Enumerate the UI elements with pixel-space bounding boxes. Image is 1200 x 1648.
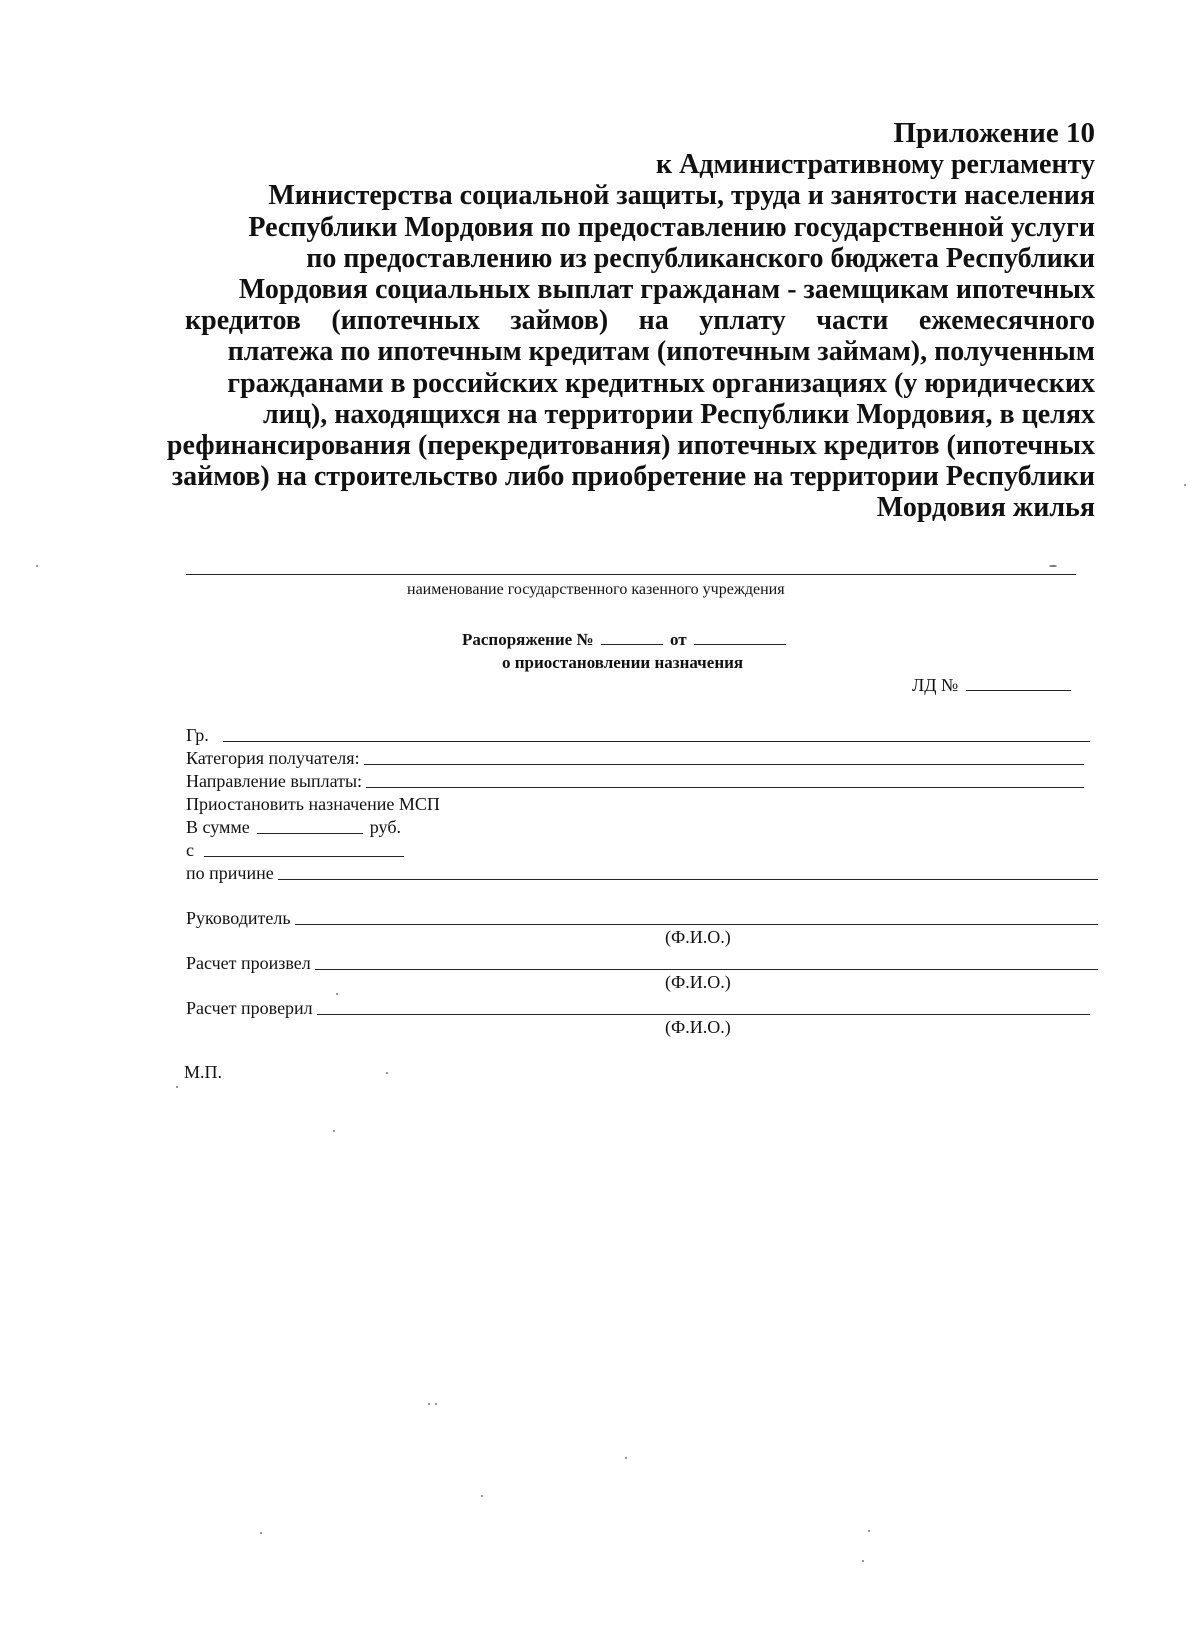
header-line-12: Мордовия жилья [876,492,1095,524]
header-line-1: к Административному регламенту [655,149,1095,181]
recipient-name-row [186,722,1090,746]
from-date-field[interactable] [204,856,404,857]
payment-direction-row [186,768,1084,792]
header-line-5: Мордовия социальных выплат гражданам - заемщикам ипотечных [238,274,1095,306]
appendix-header [150,118,1095,524]
header-line-8: гражданами в российских кредитных организациях (у юридических [227,367,1095,399]
scan-speck [862,1560,864,1562]
sum-unit: руб. [369,817,401,837]
institution-caption: наименование государственного казенного учреждения [407,581,785,598]
calculated-by-label: Расчет произвел [186,953,311,973]
suspend-label: Приостановить назначение МСП [186,794,440,814]
reason-row [186,860,1098,884]
checked-by-field[interactable] [317,1014,1090,1015]
payment-direction-field[interactable] [366,787,1084,788]
order-number-blank[interactable] [601,644,663,645]
header-line-2: Министерства социальной защиты, труда и занятости населения [268,180,1095,212]
payment-direction-label: Направление выплаты: [186,771,363,791]
ld-number [912,675,1074,696]
head-signature-row [186,905,1098,929]
scan-speck [386,1072,388,1074]
ld-number-blank[interactable] [966,690,1071,691]
header-line-10: рефинансирования (перекредитования) ипотечных кредитов (ипотечных [166,430,1095,462]
sum-label: В сумме [186,817,250,837]
recipient-category-label: Категория получателя: [186,748,360,768]
head-fio-caption: (Ф.И.О.) [665,927,731,947]
scan-speck [336,993,338,995]
stamp-place-label: М.П. [184,1062,223,1082]
scan-speck [36,565,38,567]
reason-label: по причине [186,863,274,883]
head-signature-field[interactable] [295,924,1098,925]
calculated-by-row [186,950,1098,974]
header-line-7: платежа по ипотечным кредитам (ипотечным займам), полученным [227,336,1095,368]
scan-speck [333,1130,335,1132]
recipient-category-row [186,745,1084,769]
checked-by-fio-caption: (Ф.И.О.) [665,1017,731,1037]
header-line-6: кредитов (ипотечных займов) на уплату части ежемесячного [185,305,1095,337]
scan-speck [625,1457,627,1459]
scan-speck [868,1530,870,1532]
calculated-by-field[interactable] [315,969,1098,970]
calculated-by-fio-caption: (Ф.И.О.) [665,972,731,992]
scan-speck [1184,484,1186,486]
scan-speck [481,1495,483,1497]
scan-speck [435,1403,437,1405]
recipient-name-field[interactable] [223,741,1090,742]
checked-by-row [186,995,1090,1019]
header-line-3: Республики Мордовия по предоставлению государственной услуги [248,211,1095,243]
order-title-from: от [670,630,687,649]
reason-field[interactable] [278,879,1098,880]
scan-speck [1049,565,1057,567]
scan-speck [260,1532,262,1534]
suspend-row [186,791,444,815]
from-date-label: с [186,840,194,860]
recipient-category-field[interactable] [364,764,1084,765]
order-date-blank[interactable] [694,644,786,645]
from-date-row [186,837,407,861]
scan-speck [428,1403,430,1405]
checked-by-label: Расчет проверил [186,998,313,1018]
appendix-number: Приложение 10 [893,117,1095,149]
scan-speck [176,1086,178,1088]
header-line-9: лиц), находящихся на территории Республики Мордовия, в целях [262,398,1095,430]
sum-row [186,814,405,838]
institution-name-line[interactable] [186,574,1076,575]
order-title [462,630,789,650]
recipient-name-label: Гр. [186,725,209,745]
head-label: Руководитель [186,908,291,928]
ld-label: ЛД № [912,675,959,695]
order-title-prefix: Распоряжение № [462,630,594,649]
header-line-4: по предоставлению из республиканского бюджета Республики [306,242,1095,274]
sum-field[interactable] [257,833,363,834]
order-subtitle: о приостановлении назначения [502,653,744,672]
header-line-11: займов) на строительство либо приобретение на территории Республики [171,461,1095,493]
